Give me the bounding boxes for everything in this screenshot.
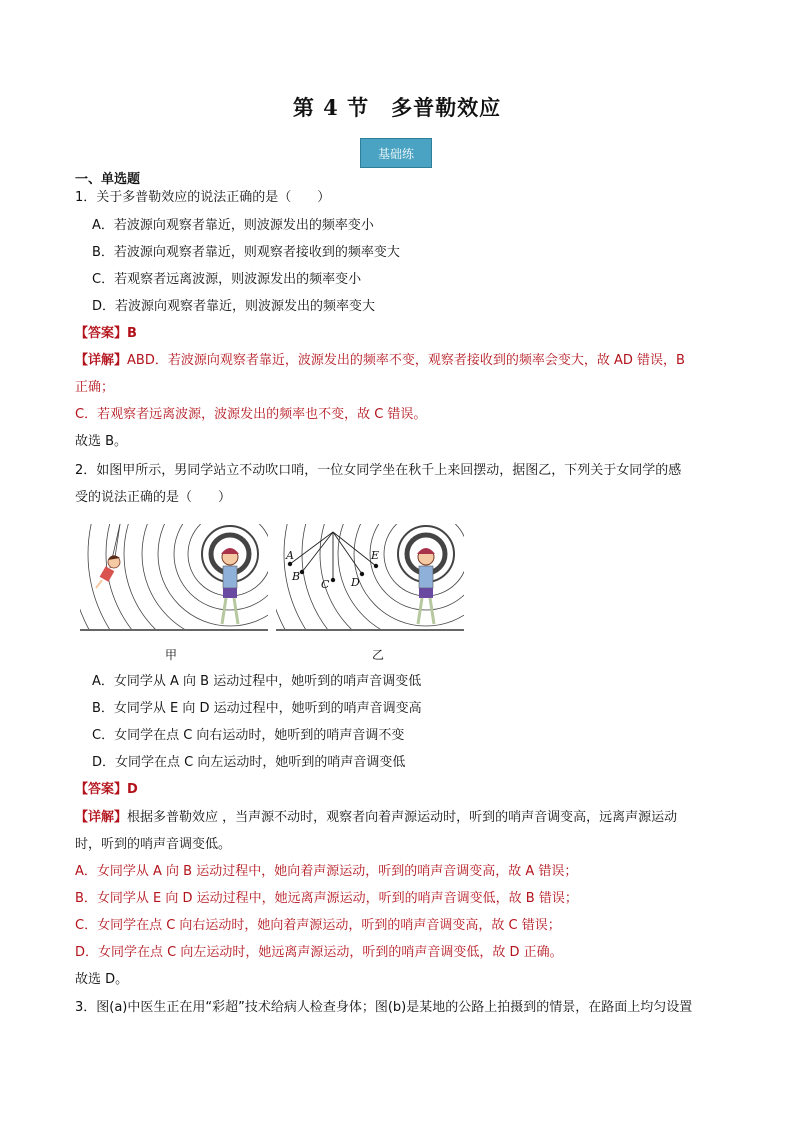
point-a-label: A	[286, 549, 294, 562]
q1-option-b: B．若波源向观察者靠近，则观察者接收到的频率变大	[92, 245, 400, 260]
q1-answer	[75, 325, 137, 343]
level-badge: 基础练	[360, 138, 432, 168]
figure-jia-label: 甲	[165, 648, 178, 662]
q2-conclusion: 故选 D。	[75, 972, 129, 987]
point-b-dot	[300, 570, 304, 574]
point-d-dot	[360, 572, 364, 576]
page-title: 第 4 节 多普勒效应	[292, 95, 502, 120]
q2-option-c: C．女同学在点 C 向右运动时，她听到的哨声音调不变	[92, 728, 405, 743]
q1-detail-2: 正确；	[75, 380, 115, 395]
detail-tag: 【详解】	[75, 353, 128, 368]
boy-figure	[221, 548, 239, 624]
q2-answer	[75, 781, 138, 799]
boy-figure	[417, 548, 435, 624]
q2-detail-item-d: D．女同学在点 C 向左运动时，她远离声源运动，听到的哨声音调变低，故 D 正确。	[75, 945, 563, 960]
q1-detail-1	[75, 352, 685, 370]
q2-detail-1	[75, 809, 677, 827]
q1-option-a: A．若波源向观察者靠近，则波源发出的频率变小	[92, 218, 374, 233]
answer-tag: 【答案】	[75, 782, 128, 797]
q2-stem-2: 受的说法正确的是（ ）	[75, 490, 232, 505]
q1-stem: 1．关于多普勒效应的说法正确的是（ ）	[75, 190, 331, 205]
answer-value: D	[127, 782, 138, 797]
detail-text: 根据多普勒效应 ，当声源不动时，观察者向着声源运动时，听到的哨声音调变高，远离声源运动	[127, 810, 678, 825]
q1-detail-3: C．若观察者远离波源，波源发出的频率也不变，故 C 错误。	[75, 407, 427, 422]
q2-detail-item-a: A．女同学从 A 向 B 运动过程中，她向着声源运动，听到的哨声音调变高，故 A 错误；	[75, 864, 578, 879]
figure-yi-label: 乙	[372, 648, 385, 662]
detail-text: ABD．若波源向观察者靠近，波源发出的频率不变，观察者接收到的频率会变大，故 AD 错误，B	[127, 353, 685, 368]
q1-option-c: C．若观察者远离波源，则波源发出的频率变小	[92, 272, 362, 287]
point-c-dot	[331, 578, 335, 582]
q2-option-b: B．女同学从 E 向 D 运动过程中，她听到的哨声音调变高	[92, 701, 422, 716]
figure-yi	[276, 524, 464, 632]
q1-conclusion: 故选 B。	[75, 434, 128, 449]
answer-tag: 【答案】	[75, 326, 128, 341]
q2-stem-1: 2．如图甲所示，男同学站立不动吹口哨，一位女同学坐在秋千上来回摆动，据图乙，下列关于女同学的感	[75, 463, 682, 478]
answer-value: B	[127, 326, 137, 341]
q2-detail-item-b: B．女同学从 E 向 D 运动过程中，她远离声源运动，听到的哨声音调变低，故 B 错误；	[75, 891, 578, 906]
q3-stem: 3．图(a)中医生正在用“彩超”技术给病人检查身体；图(b)是某地的公路上拍摄到的情景，在路面上均匀设置	[75, 1000, 693, 1015]
point-a-dot	[288, 562, 292, 566]
q2-detail-2: 时，听到的哨声音调变低。	[75, 837, 232, 852]
q2-detail-item-c: C．女同学在点 C 向右运动时，她向着声源运动，听到的哨声音调变高，故 C 错误；	[75, 918, 561, 933]
q2-option-d: D．女同学在点 C 向左运动时，她听到的哨声音调变低	[92, 755, 406, 770]
point-e-dot	[374, 564, 378, 568]
q2-option-a: A．女同学从 A 向 B 运动过程中，她听到的哨声音调变低	[92, 674, 422, 689]
point-c-label: C	[321, 578, 330, 591]
point-b-label: B	[292, 570, 301, 583]
figure-jia	[80, 524, 268, 632]
point-e-label: E	[371, 549, 380, 562]
q1-option-d: D．若波源向观察者靠近，则波源发出的频率变大	[92, 299, 376, 314]
detail-tag: 【详解】	[75, 810, 128, 825]
point-d-label: D	[351, 576, 360, 589]
section-heading: 一、单选题	[75, 172, 141, 187]
